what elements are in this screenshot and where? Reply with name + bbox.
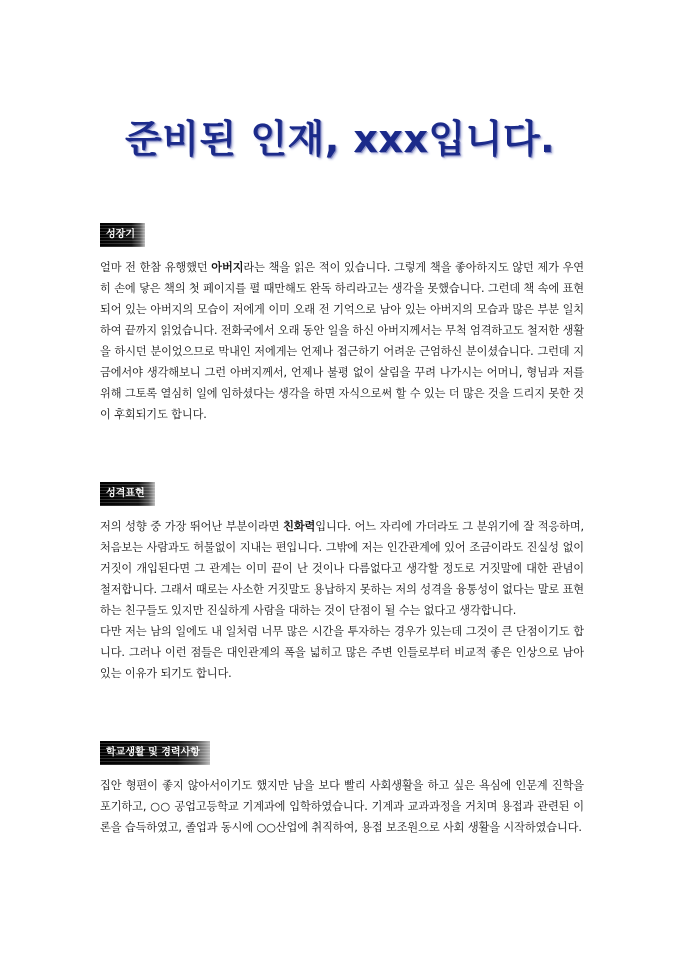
section-school-career xyxy=(100,740,584,838)
section-growth xyxy=(100,222,584,425)
section-heading: 성장기 xyxy=(100,223,145,247)
emphasis-text: 친화력 xyxy=(283,520,316,533)
text-run: 얼마 전 한참 유행했던 xyxy=(100,261,212,274)
text-run: 저의 성향 중 가장 뛰어난 부분이라면 xyxy=(100,520,284,533)
paragraph xyxy=(100,621,584,684)
page-title: 준비된 인재, xxx입니다. xyxy=(124,117,556,161)
section-heading: 학교생활 및 경력사항 xyxy=(100,741,210,765)
paragraph xyxy=(100,257,584,425)
text-run: 라는 책을 읽은 적이 있습니다. 그렇게 책을 좋아하지도 않던 제가 우연히 손에 닿은 책의 첫 페이지를 펼 때만해도 완독 하리라고는 생각을 못했습니다. 그런데 책 속에 표현되어 있는 아버지의 모습이 저에게 이미 오래 전 기억으로 남아 있는 아버지의 모습과 많은 부분 일치하여 끝까지 읽었습니다. 전화국에서 오래 동안 일을 하신 아버지께서는 무척 엄격하고도 철저한 생활을 하시던 분이었으므로 막내인 저에게는 언제나 접근하기 어려운 근엄하신 분이셨습니다. 그런데 지금에서야 생각해보니 그런 아버지께서, 언제나 불평 없이 살림을 꾸려 나가시는 어머니, 형님과 저를 위해 그토록 열심히 일에 임하셨다는 생각을 하면 자식으로써 할 수 있는 더 많은 것을 드리지 못한 것이 후회되기도 합니다. xyxy=(100,261,584,421)
text-run: 다만 저는 남의 일에도 내 일처럼 너무 많은 시간을 투자하는 경우가 있는데 그것이 큰 단점이기도 합니다. 그러나 이런 점들은 대인관계의 폭을 넓히고 많은 주변 인들로부터 비교적 좋은 인상으로 남아있는 이유가 되기도 합니다. xyxy=(100,625,584,680)
paragraph xyxy=(100,775,584,838)
section-personality xyxy=(100,481,584,684)
paragraph xyxy=(100,516,584,621)
emphasis-text: 아버지 xyxy=(211,261,244,274)
section-heading: 성격표현 xyxy=(100,482,155,506)
text-run: 집안 형편이 좋지 않아서이기도 했지만 남을 보다 빨리 사회생활을 하고 싶은 욕심에 인문계 진학을 포기하고, ○○ 공업고등학교 기계과에 입학하였습니다. 기계과 교과과정을 거치며 용접과 관련된 이론을 습득하였고, 졸업과 동시에 ○○산업에 취직하여, 용접 보조원으로 사회 생활을 시작하였습니다. xyxy=(100,779,584,834)
text-run: 입니다. 어느 자리에 가더라도 그 분위기에 잘 적응하며, 처음보는 사람과도 허물없이 지내는 편입니다. 그밖에 저는 인간관계에 있어 조금이라도 진실성 없이 거짓이 개입된다면 그 관계는 이미 끝이 난 것이나 다름없다고 생각할 정도로 거짓말에 대한 관념이 철저합니다. 그래서 때로는 사소한 거짓말도 용납하지 못하는 저의 성격을 융통성이 없다는 말로 표현하는 친구들도 있지만 진실하게 사람을 대하는 것이 단점이 될 수는 없다고 생각합니다. xyxy=(100,520,584,617)
